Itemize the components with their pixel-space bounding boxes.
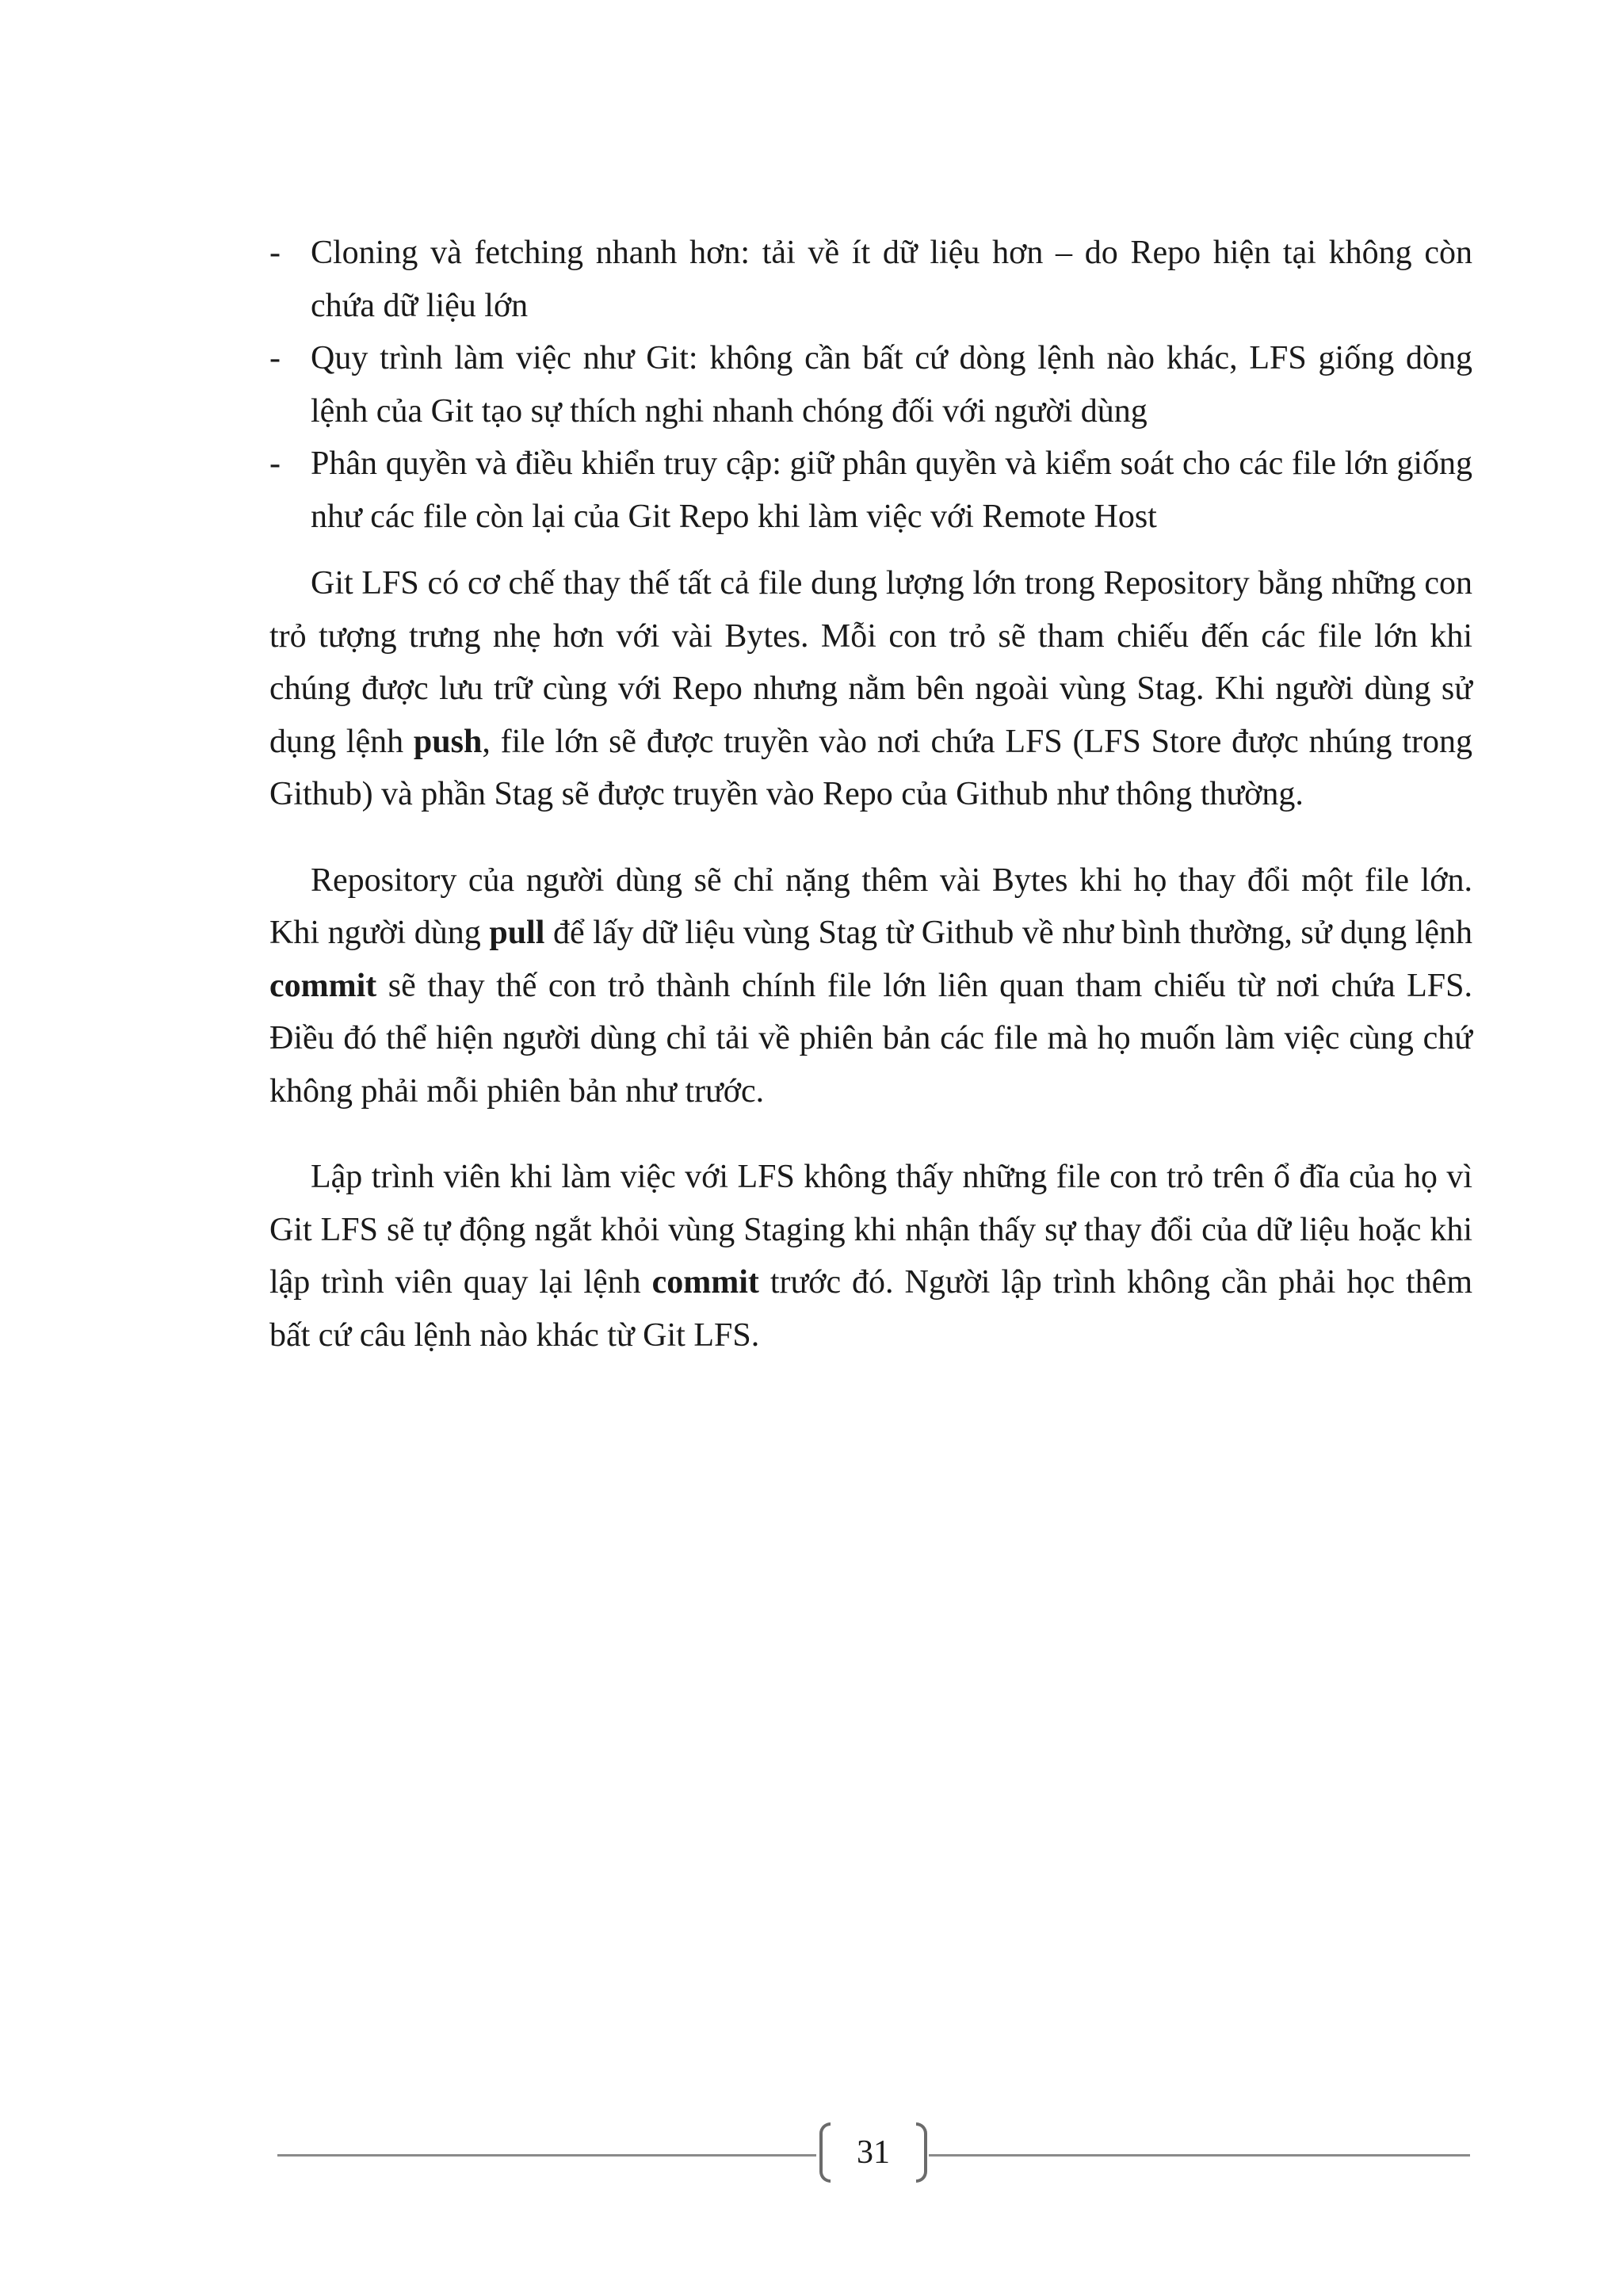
command-pull: pull bbox=[489, 915, 545, 951]
footer-rule-left bbox=[277, 2154, 816, 2157]
page-number: 31 bbox=[857, 2134, 890, 2171]
paragraph-text: Git LFS có cơ chế thay thế tất cả file dung lượng lớn trong Repository bằng những con trỏ tượng trưng nhẹ hơn với vài Bytes. Mỗi con trỏ sẽ tham chiếu đến các file lớn khi chúng được lưu trữ cùng với Repo nhưng nằm bên ngoài vùng Stag. Khi người dùng sử dụng lệnh bbox=[269, 565, 1472, 760]
bullet-item bbox=[269, 437, 1472, 543]
bullet-dash: - bbox=[269, 235, 281, 271]
bullet-text: Phân quyền và điều khiển truy cập: giữ phân quyền và kiểm soát cho các file lớn giống như các file còn lại của Git Repo khi làm việc với Remote Host bbox=[311, 445, 1472, 535]
page-footer bbox=[277, 2122, 1470, 2186]
bullet-text: Cloning và fetching nhanh hơn: tải về ít dữ liệu hơn – do Repo hiện tại không còn chứa dữ liệu lớn bbox=[311, 235, 1472, 324]
paragraph-text: Repository của người dùng sẽ chỉ nặng thêm vài Bytes khi họ thay đổi một file lớn. Khi người dùng bbox=[269, 861, 1472, 951]
page-content bbox=[269, 227, 1472, 1395]
close-bracket-icon bbox=[916, 2122, 927, 2183]
bullet-dash: - bbox=[269, 340, 281, 376]
paragraph-git-lfs-mechanism bbox=[269, 557, 1472, 821]
paragraph-text: để lấy dữ liệu vùng Stag từ Github về như bình thường, sử dụng lệnh bbox=[544, 915, 1472, 951]
paragraph-text: sẽ thay thế con trỏ thành chính file lớn liên quan tham chiếu từ nơi chứa LFS. Điều đó thể hiện người dùng chỉ tải về phiên bản các file mà họ muốn làm việc cùng chứ không phải mỗi phiên bản như trước. bbox=[269, 967, 1472, 1110]
bullet-text: Quy trình làm việc như Git: không cần bất cứ dòng lệnh nào khác, LFS giống dòng lệnh của Git tạo sự thích nghi nhanh chóng đối với người dùng bbox=[311, 340, 1472, 430]
footer-rule-right bbox=[929, 2154, 1470, 2157]
paragraph-repository-size bbox=[269, 854, 1472, 1118]
paragraph-text: Lập trình viên khi làm việc với LFS không thấy những file con trỏ trên ổ đĩa của họ vì Git LFS sẽ tự động ngắt khỏi vùng Staging khi nhận thấy sự thay đổi của dữ liệu hoặc khi lập trình viên quay lại lệnh bbox=[269, 1159, 1472, 1301]
paragraph-text: , file lớn sẽ được truyền vào nơi chứa LFS (LFS Store được nhúng trong Github) và phần Stag sẽ được truyền vào Repo của Github như thông thường. bbox=[269, 723, 1473, 812]
paragraph-text: trước đó. Người lập trình không cần phải học thêm bất cứ câu lệnh nào khác từ Git LFS. bbox=[269, 1264, 1472, 1354]
bullet-list bbox=[269, 227, 1472, 543]
command-commit: commit bbox=[269, 967, 377, 1004]
command-commit: commit bbox=[651, 1264, 759, 1301]
bullet-dash: - bbox=[269, 445, 281, 482]
paragraph-developer-workflow bbox=[269, 1151, 1472, 1362]
bullet-item bbox=[269, 332, 1472, 437]
bullet-item bbox=[269, 227, 1472, 332]
open-bracket-icon bbox=[819, 2122, 831, 2183]
command-push: push bbox=[413, 723, 483, 760]
